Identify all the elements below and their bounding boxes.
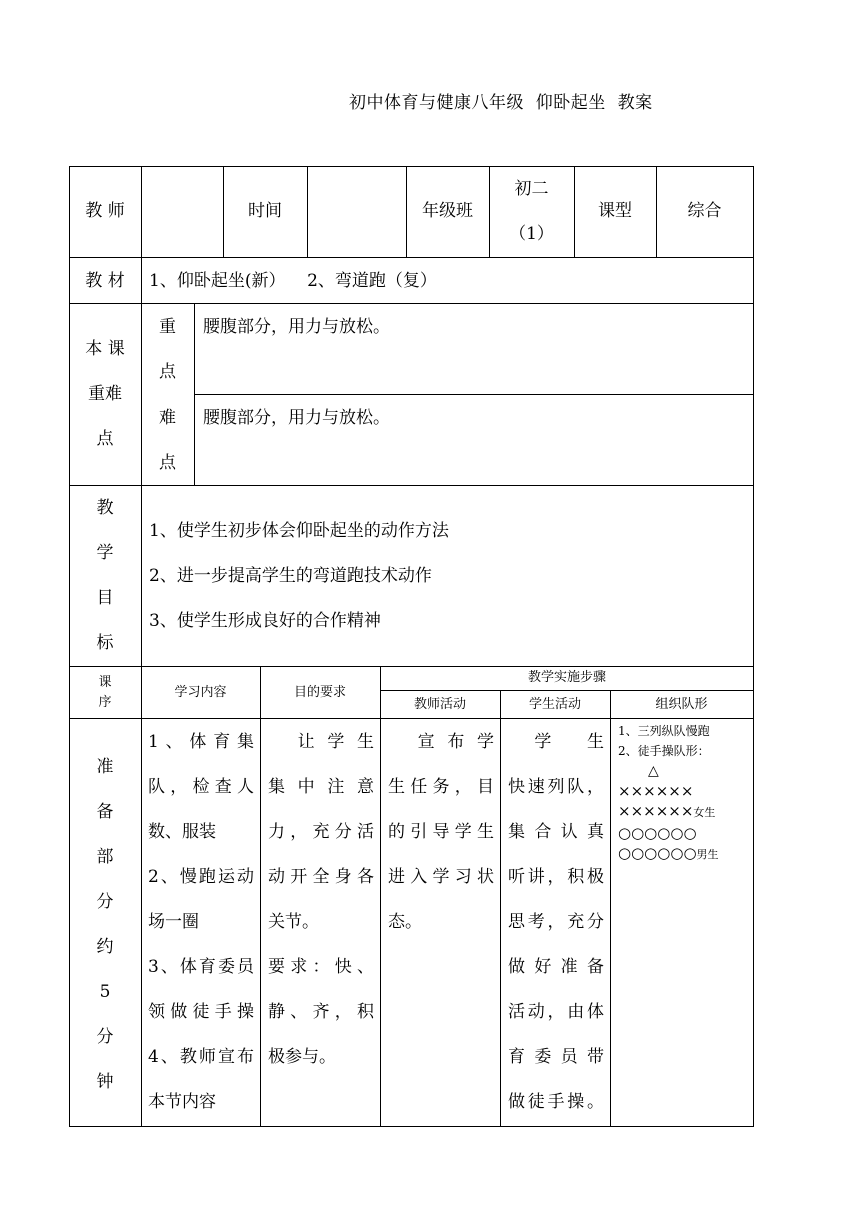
- prep-content-line: 数、服装: [148, 822, 216, 842]
- prep-student-line: 快速列队，: [508, 777, 604, 797]
- prep-teacher-line: 进入学习状: [388, 867, 494, 887]
- prep-purpose-column: [268, 720, 374, 1080]
- prep-purpose-line: 关节。: [268, 912, 319, 932]
- difficulty-label-2: 点: [159, 453, 176, 473]
- page-title: 初中体育与健康八年级 仰卧起坐 教案: [349, 93, 653, 113]
- organization-header: 组织队形: [655, 697, 708, 712]
- teacher-label: 教 师: [85, 201, 125, 221]
- material-value: 1、仰卧起坐(新） 2、弯道跑（复）: [149, 271, 437, 291]
- prep-purpose-line: 让学生: [268, 732, 374, 752]
- org-label-male: 男生: [696, 848, 719, 861]
- prep-teacher-line: 的引导学生: [388, 822, 494, 842]
- prep-order-char: 分: [96, 1027, 114, 1047]
- prep-order-char: 5: [99, 982, 111, 1002]
- objective-item: 3、使学生形成良好的合作精神: [149, 611, 381, 631]
- prep-order-char: 分: [96, 892, 114, 912]
- grade-value-line2: （1）: [509, 224, 554, 244]
- prep-purpose-line: 力，充分活: [268, 822, 374, 842]
- focus-label-1: 重: [159, 317, 176, 337]
- order-header-2: 序: [98, 695, 112, 710]
- prep-student-line: 活动，由体: [508, 1002, 604, 1022]
- type-value: 综合: [687, 201, 722, 221]
- prep-student-line: 育委员带: [508, 1047, 604, 1067]
- prep-purpose-line: 集中注意: [268, 777, 374, 797]
- difficulty-label-1: 难: [159, 408, 176, 428]
- grade-label: 年级班: [422, 201, 473, 221]
- org-line: 2、徒手操队形：: [618, 744, 710, 758]
- implementation-header: 教学实施步骤: [527, 670, 606, 685]
- prep-purpose-line: 静、齐，积: [268, 1002, 374, 1022]
- prep-content-line: 本节内容: [148, 1092, 216, 1112]
- key-points-label-2: 重难: [88, 384, 122, 404]
- student-activity-header: 学生活动: [528, 697, 581, 712]
- prep-order-char: 备: [96, 802, 114, 822]
- prep-content-line: 2、慢跑运动: [148, 867, 254, 887]
- focus-value: 腰腹部分，用力与放松。: [203, 317, 390, 337]
- prep-order-char: 准: [96, 757, 114, 777]
- type-label: 课型: [598, 201, 632, 221]
- prep-organization-column: [618, 721, 750, 865]
- prep-order-char: 约: [96, 937, 114, 957]
- prep-content-line: 领做徒手操: [148, 1002, 254, 1022]
- prep-content-line: 队，检查人: [148, 777, 254, 797]
- prep-student-line: 集合认真: [508, 822, 604, 842]
- focus-label-2: 点: [159, 362, 176, 382]
- prep-teacher-line: 态。: [388, 912, 422, 932]
- prep-purpose-line: 动开全身各: [268, 867, 374, 887]
- objectives-label-char: 标: [96, 633, 114, 653]
- org-line: ○○○○○○: [618, 844, 697, 862]
- prep-content-line: 1、体育集: [148, 732, 254, 752]
- org-row-male: [618, 843, 750, 865]
- org-row-female: [618, 801, 750, 823]
- grade-value-line1: 初二: [514, 179, 549, 199]
- org-line: ××××××: [618, 802, 694, 820]
- time-label: 时间: [248, 201, 282, 221]
- org-label-female: 女生: [693, 806, 716, 819]
- prep-student-line: 听讲，积极: [508, 867, 604, 887]
- prep-student-column: [508, 720, 604, 1125]
- org-line: ××××××: [618, 782, 694, 800]
- objectives-label-char: 目: [96, 588, 114, 608]
- teacher-activity-header: 教师活动: [413, 697, 466, 712]
- teacher-marker-icon: △: [648, 763, 659, 779]
- prep-order-char: 钟: [96, 1072, 114, 1092]
- prep-content-line: 4、教师宣布: [148, 1047, 254, 1067]
- prep-order-char: 部: [96, 847, 114, 867]
- org-line: 1、三列纵队慢跑: [618, 724, 710, 738]
- prep-student-line: 思考，充分: [508, 912, 604, 932]
- objectives-label-char: 教: [96, 498, 114, 518]
- org-line: ○○○○○○: [618, 824, 697, 842]
- key-points-label-1: 本 课: [85, 339, 125, 359]
- objective-item: 2、进一步提高学生的弯道跑技术动作: [149, 566, 432, 586]
- prep-content-column: [148, 720, 254, 1125]
- objectives-label-char: 学: [96, 543, 114, 563]
- prep-content-line: 3、体育委员: [148, 957, 254, 977]
- prep-student-line: 学 生: [508, 732, 604, 752]
- purpose-header: 目的要求: [293, 685, 346, 700]
- prep-teacher-column: [388, 720, 494, 945]
- prep-student-line: 做好准备: [508, 957, 604, 977]
- prep-content-line: 场一圈: [148, 912, 199, 932]
- objective-item: 1、使学生初步体会仰卧起坐的动作方法: [149, 521, 449, 541]
- prep-teacher-line: 生任务，目: [388, 777, 494, 797]
- prep-student-line: 做徒手操。: [508, 1092, 604, 1112]
- key-points-label-3: 点: [96, 429, 114, 449]
- difficulty-value: 腰腹部分，用力与放松。: [203, 408, 390, 428]
- material-label: 教 材: [85, 271, 125, 291]
- order-header-1: 课: [98, 675, 112, 690]
- prep-teacher-line: 宣布学: [388, 732, 494, 752]
- prep-purpose-line: 极参与。: [268, 1047, 336, 1067]
- content-header: 学习内容: [174, 685, 227, 700]
- prep-purpose-line: 要求：快、: [268, 957, 374, 977]
